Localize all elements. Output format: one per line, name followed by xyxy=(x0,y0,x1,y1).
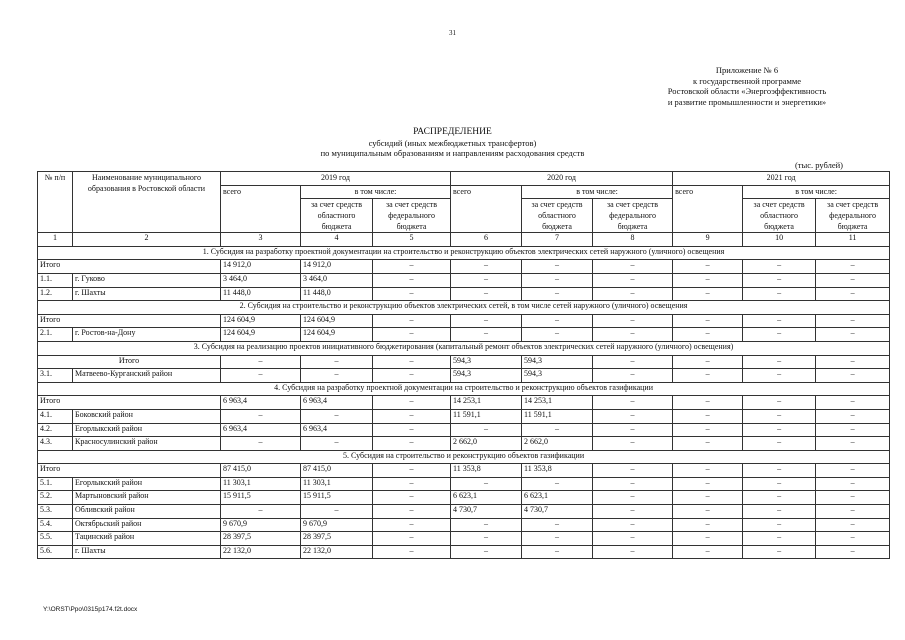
row-name: г. Шахты xyxy=(73,545,221,559)
value-cell: – xyxy=(373,287,451,301)
value-cell: – xyxy=(522,273,593,287)
table-row xyxy=(38,273,890,287)
value-cell: – xyxy=(373,518,451,532)
row-name: г. Шахты xyxy=(73,287,221,301)
value-cell: 11 353,8 xyxy=(451,464,522,478)
value-cell: – xyxy=(816,491,890,505)
value-cell: 6 623,1 xyxy=(451,491,522,505)
header-federal: за счет средств федерального бюджета xyxy=(373,199,451,233)
row-name: г. Гуково xyxy=(73,273,221,287)
value-cell: – xyxy=(593,260,673,274)
value-cell: – xyxy=(373,505,451,519)
row-name: Мартыновский район xyxy=(73,491,221,505)
value-cell: – xyxy=(522,328,593,342)
distribution-table xyxy=(37,171,890,559)
section-row xyxy=(38,246,890,260)
value-cell: – xyxy=(373,464,451,478)
value-cell: – xyxy=(816,505,890,519)
value-cell: – xyxy=(593,369,673,383)
value-cell: – xyxy=(816,328,890,342)
value-cell: – xyxy=(593,491,673,505)
header-regional: за счет средств областного бюджета xyxy=(743,199,816,233)
header-row xyxy=(38,172,890,186)
column-number: 5 xyxy=(373,233,451,247)
value-cell: – xyxy=(373,532,451,546)
value-cell: – xyxy=(816,532,890,546)
table-row xyxy=(38,491,890,505)
value-cell: – xyxy=(743,369,816,383)
value-cell: – xyxy=(593,314,673,328)
section-row xyxy=(38,382,890,396)
value-cell: 4 730,7 xyxy=(451,505,522,519)
value-cell: – xyxy=(373,491,451,505)
value-cell: – xyxy=(373,477,451,491)
value-cell: – xyxy=(673,273,743,287)
value-cell: – xyxy=(673,464,743,478)
header-year-2020: 2020 год xyxy=(451,172,673,186)
header-name: Наименование муниципального образования в Ростовской области xyxy=(73,172,221,233)
value-cell: – xyxy=(816,355,890,369)
title-subheading: субсидий (иных межбюджетных трансфертов) xyxy=(368,137,537,148)
row-name: Итого xyxy=(38,355,221,369)
value-cell: – xyxy=(743,505,816,519)
value-cell: – xyxy=(743,409,816,423)
row-number: 4.1. xyxy=(38,409,73,423)
value-cell: 11 303,1 xyxy=(301,477,373,491)
table-row xyxy=(38,423,890,437)
table-row xyxy=(38,437,890,451)
row-name: Егорлыкский район xyxy=(73,423,221,437)
section-title: 2. Субсидия на строительство и реконструкцию объектов электрических сетей, в том числе сетей наружного (уличного) освещения xyxy=(38,301,890,315)
row-number: 5.3. xyxy=(38,505,73,519)
value-cell: – xyxy=(673,437,743,451)
table-row xyxy=(38,532,890,546)
value-cell: – xyxy=(301,437,373,451)
value-cell: – xyxy=(673,369,743,383)
section-title: 3. Субсидия на реализацию проектов инициативного бюджетирования (капитальный ремонт объектов электрических сетей наружного (уличного) освещения) xyxy=(38,341,890,355)
value-cell: – xyxy=(593,396,673,410)
value-cell: – xyxy=(373,409,451,423)
value-cell: 28 397,5 xyxy=(301,532,373,546)
value-cell: – xyxy=(593,532,673,546)
value-cell: – xyxy=(673,260,743,274)
value-cell: 3 464,0 xyxy=(221,273,301,287)
value-cell: 87 415,0 xyxy=(221,464,301,478)
appendix-line: к государственной программе xyxy=(692,75,802,86)
section-title: 4. Субсидия на разработку проектной документации на строительство и реконструкцию объектов газификации xyxy=(38,382,890,396)
total-row xyxy=(38,355,890,369)
value-cell: – xyxy=(451,314,522,328)
header-federal: за счет средств федерального бюджета xyxy=(816,199,890,233)
total-row xyxy=(38,396,890,410)
value-cell: – xyxy=(743,328,816,342)
value-cell: – xyxy=(373,396,451,410)
table-row xyxy=(38,287,890,301)
value-cell: – xyxy=(451,532,522,546)
row-number: 3.1. xyxy=(38,369,73,383)
table-row xyxy=(38,369,890,383)
value-cell: – xyxy=(373,545,451,559)
header-total: всего xyxy=(451,185,522,233)
value-cell: – xyxy=(743,545,816,559)
value-cell: 6 963,4 xyxy=(301,423,373,437)
header-including: в том числе: xyxy=(522,185,673,199)
value-cell: – xyxy=(593,409,673,423)
value-cell: – xyxy=(593,287,673,301)
value-cell: – xyxy=(451,423,522,437)
value-cell: – xyxy=(743,437,816,451)
value-cell: – xyxy=(743,518,816,532)
value-cell: – xyxy=(743,532,816,546)
value-cell: – xyxy=(301,369,373,383)
value-cell: – xyxy=(221,505,301,519)
appendix-line: Приложение № 6 xyxy=(715,65,779,75)
table-row xyxy=(38,545,890,559)
value-cell: 14 253,1 xyxy=(451,396,522,410)
value-cell: – xyxy=(673,477,743,491)
table-row xyxy=(38,505,890,519)
value-cell: 9 670,9 xyxy=(221,518,301,532)
row-name: Итого xyxy=(38,314,221,328)
value-cell: – xyxy=(743,287,816,301)
value-cell: 15 911,5 xyxy=(301,491,373,505)
value-cell: – xyxy=(673,355,743,369)
value-cell: – xyxy=(593,437,673,451)
value-cell: 124 604,9 xyxy=(221,314,301,328)
value-cell: – xyxy=(451,328,522,342)
column-number: 3 xyxy=(221,233,301,247)
value-cell: 14 912,0 xyxy=(221,260,301,274)
value-cell: – xyxy=(816,396,890,410)
row-name: Красносулинский район xyxy=(73,437,221,451)
value-cell: – xyxy=(816,369,890,383)
row-number: 5.5. xyxy=(38,532,73,546)
value-cell: – xyxy=(373,369,451,383)
header-total: всего xyxy=(673,185,743,233)
value-cell: – xyxy=(451,260,522,274)
value-cell: – xyxy=(451,518,522,532)
value-cell: – xyxy=(593,545,673,559)
value-cell: 124 604,9 xyxy=(221,328,301,342)
row-number: 5.6. xyxy=(38,545,73,559)
value-cell: 11 591,1 xyxy=(522,409,593,423)
value-cell: – xyxy=(743,464,816,478)
row-name: Боковский район xyxy=(73,409,221,423)
value-cell: – xyxy=(522,477,593,491)
row-name: Обливский район xyxy=(73,505,221,519)
value-cell: – xyxy=(816,464,890,478)
header-regional: за счет средств областного бюджета xyxy=(301,199,373,233)
value-cell: – xyxy=(673,328,743,342)
header-regional: за счет средств областного бюджета xyxy=(522,199,593,233)
column-number: 7 xyxy=(522,233,593,247)
row-name: Егорлыкский район xyxy=(73,477,221,491)
section-title: 1. Субсидия на разработку проектной документации на строительство и реконструкцию объектов электрических сетей наружного (уличного) освещения xyxy=(38,246,890,260)
value-cell: 15 911,5 xyxy=(221,491,301,505)
value-cell: – xyxy=(451,477,522,491)
column-number: 8 xyxy=(593,233,673,247)
value-cell: 11 448,0 xyxy=(221,287,301,301)
value-cell: – xyxy=(221,355,301,369)
title-heading: РАСПРЕДЕЛЕНИЕ xyxy=(413,127,492,137)
value-cell: – xyxy=(816,437,890,451)
header-total: всего xyxy=(221,185,301,233)
row-name: Итого xyxy=(38,464,221,478)
value-cell: – xyxy=(522,518,593,532)
row-number: 5.2. xyxy=(38,491,73,505)
value-cell: – xyxy=(743,314,816,328)
value-cell: – xyxy=(816,518,890,532)
value-cell: – xyxy=(593,423,673,437)
column-number-row xyxy=(38,233,890,247)
column-number: 4 xyxy=(301,233,373,247)
row-number: 1.2. xyxy=(38,287,73,301)
value-cell: 2 662,0 xyxy=(522,437,593,451)
value-cell: – xyxy=(373,260,451,274)
row-number: 5.4. xyxy=(38,518,73,532)
value-cell: – xyxy=(593,273,673,287)
row-number: 4.3. xyxy=(38,437,73,451)
row-number: 4.2. xyxy=(38,423,73,437)
value-cell: 3 464,0 xyxy=(301,273,373,287)
section-row xyxy=(38,301,890,315)
total-row xyxy=(38,260,890,274)
header-year-2021: 2021 год xyxy=(673,172,890,186)
value-cell: – xyxy=(673,287,743,301)
value-cell: – xyxy=(673,423,743,437)
value-cell: 9 670,9 xyxy=(301,518,373,532)
value-cell: – xyxy=(373,423,451,437)
title-subheading: по муниципальным образованиям и направлениям расходования средств xyxy=(320,148,585,158)
value-cell: 22 132,0 xyxy=(221,545,301,559)
value-cell: 6 623,1 xyxy=(522,491,593,505)
column-number: 9 xyxy=(673,233,743,247)
value-cell: – xyxy=(743,423,816,437)
column-number: 6 xyxy=(451,233,522,247)
value-cell: – xyxy=(816,423,890,437)
value-cell: – xyxy=(451,273,522,287)
appendix-line: Ростовской области «Энергоэффективность xyxy=(667,86,827,96)
value-cell: – xyxy=(743,396,816,410)
value-cell: – xyxy=(593,328,673,342)
column-number: 10 xyxy=(743,233,816,247)
table-row xyxy=(38,477,890,491)
value-cell: – xyxy=(221,369,301,383)
section-title: 5. Субсидия на строительство и реконструкцию объектов газификации xyxy=(38,450,890,464)
value-cell: – xyxy=(451,287,522,301)
row-name: Итого xyxy=(38,396,221,410)
file-path-footer: Y:\ORST\Ppo\0315p174.f2t.docx xyxy=(43,606,138,613)
value-cell: 11 353,8 xyxy=(522,464,593,478)
value-cell: – xyxy=(522,545,593,559)
value-cell: – xyxy=(301,409,373,423)
value-cell: – xyxy=(593,477,673,491)
row-number: 2.1. xyxy=(38,328,73,342)
section-row xyxy=(38,450,890,464)
row-name: г. Ростов-на-Дону xyxy=(73,328,221,342)
value-cell: – xyxy=(373,328,451,342)
header-num: № п/п xyxy=(38,172,73,233)
value-cell: 594,3 xyxy=(522,355,593,369)
value-cell: 14 253,1 xyxy=(522,396,593,410)
row-name: Матвеево-Курганский район xyxy=(73,369,221,383)
total-row xyxy=(38,464,890,478)
header-including: в том числе: xyxy=(301,185,451,199)
value-cell: – xyxy=(673,518,743,532)
value-cell: – xyxy=(673,491,743,505)
value-cell: – xyxy=(743,260,816,274)
appendix-line: и развитие промышленности и энергетики» xyxy=(667,96,827,107)
value-cell: – xyxy=(301,355,373,369)
table-row xyxy=(38,409,890,423)
value-cell: – xyxy=(673,396,743,410)
row-name: Тацинский район xyxy=(73,532,221,546)
value-cell: – xyxy=(673,545,743,559)
value-cell: – xyxy=(373,273,451,287)
document-title xyxy=(0,127,905,159)
value-cell: – xyxy=(373,355,451,369)
value-cell: 87 415,0 xyxy=(301,464,373,478)
table-row xyxy=(38,518,890,532)
value-cell: 594,3 xyxy=(451,369,522,383)
value-cell: – xyxy=(816,314,890,328)
value-cell: 11 448,0 xyxy=(301,287,373,301)
row-name: Октябрьский район xyxy=(73,518,221,532)
value-cell: – xyxy=(522,532,593,546)
header-federal: за счет средств федерального бюджета xyxy=(593,199,673,233)
value-cell: – xyxy=(816,409,890,423)
value-cell: – xyxy=(522,314,593,328)
value-cell: – xyxy=(221,409,301,423)
column-number: 1 xyxy=(38,233,73,247)
value-cell: – xyxy=(673,505,743,519)
value-cell: 11 591,1 xyxy=(451,409,522,423)
value-cell: 22 132,0 xyxy=(301,545,373,559)
total-row xyxy=(38,314,890,328)
value-cell: – xyxy=(816,287,890,301)
value-cell: 14 912,0 xyxy=(301,260,373,274)
row-name: Итого xyxy=(38,260,221,274)
value-cell: – xyxy=(522,423,593,437)
value-cell: – xyxy=(593,464,673,478)
value-cell: – xyxy=(451,545,522,559)
value-cell: – xyxy=(673,314,743,328)
header-year-2019: 2019 год xyxy=(221,172,451,186)
value-cell: – xyxy=(743,355,816,369)
value-cell: – xyxy=(816,260,890,274)
value-cell: 2 662,0 xyxy=(451,437,522,451)
value-cell: – xyxy=(593,518,673,532)
value-cell: – xyxy=(522,260,593,274)
value-cell: 6 963,4 xyxy=(221,423,301,437)
value-cell: – xyxy=(816,273,890,287)
value-cell: 6 963,4 xyxy=(221,396,301,410)
value-cell: – xyxy=(743,477,816,491)
value-cell: – xyxy=(593,355,673,369)
column-number: 2 xyxy=(73,233,221,247)
units-label: (тыс. рублей) xyxy=(794,160,843,170)
value-cell: 28 397,5 xyxy=(221,532,301,546)
value-cell: – xyxy=(301,505,373,519)
value-cell: – xyxy=(673,532,743,546)
section-row xyxy=(38,341,890,355)
value-cell: 4 730,7 xyxy=(522,505,593,519)
appendix-note xyxy=(627,65,867,107)
value-cell: – xyxy=(522,287,593,301)
value-cell: 11 303,1 xyxy=(221,477,301,491)
row-number: 5.1. xyxy=(38,477,73,491)
row-number: 1.1. xyxy=(38,273,73,287)
value-cell: 594,3 xyxy=(451,355,522,369)
value-cell: – xyxy=(221,437,301,451)
column-number: 11 xyxy=(816,233,890,247)
value-cell: 124 604,9 xyxy=(301,328,373,342)
table-row xyxy=(38,328,890,342)
value-cell: 6 963,4 xyxy=(301,396,373,410)
header-including: в том числе: xyxy=(743,185,890,199)
page-number: 31 xyxy=(449,29,456,37)
value-cell: – xyxy=(743,491,816,505)
value-cell: – xyxy=(373,437,451,451)
value-cell: – xyxy=(743,273,816,287)
value-cell: – xyxy=(373,314,451,328)
value-cell: 124 604,9 xyxy=(301,314,373,328)
value-cell: – xyxy=(816,477,890,491)
value-cell: – xyxy=(816,545,890,559)
value-cell: – xyxy=(593,505,673,519)
value-cell: 594,3 xyxy=(522,369,593,383)
value-cell: – xyxy=(673,409,743,423)
